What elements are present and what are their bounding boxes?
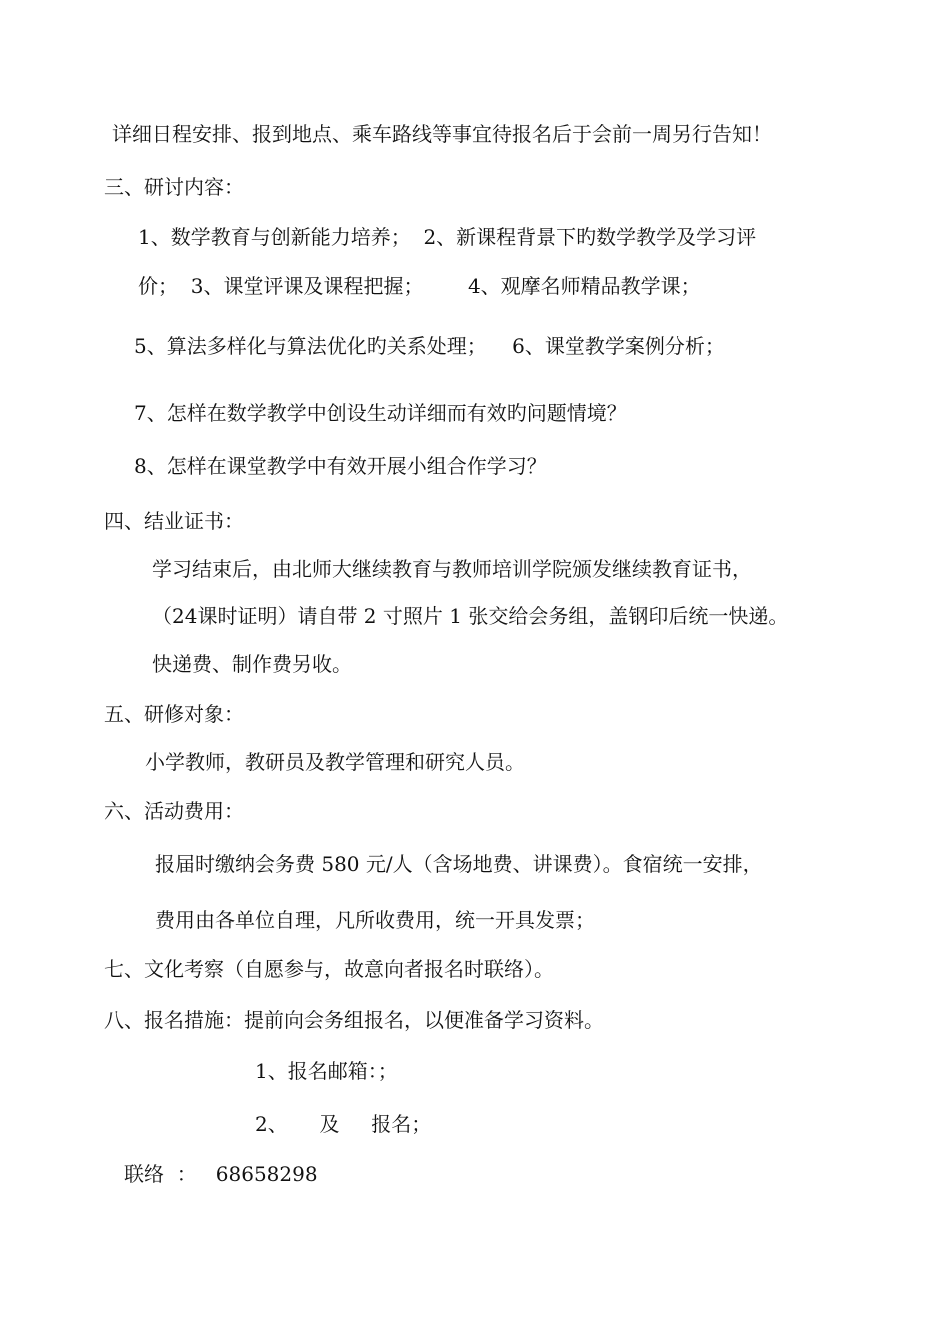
- section-7-line: 七、文化考察（自愿参与，故意向者报名时联络）。: [104, 957, 554, 981]
- section-4-heading: 四、结业证书：: [104, 509, 244, 533]
- registration-email-line: 1、报名邮箱：；: [255, 1059, 398, 1083]
- fee-line-2: 费用由各单位自理，凡所收费用，统一开具发票；: [155, 908, 595, 932]
- contact-line: 联络 ： 68658298: [124, 1162, 318, 1186]
- registration-method-line: 2、 及 报名；: [255, 1112, 432, 1136]
- section-5-heading: 五、研修对象：: [104, 702, 244, 726]
- section-6-heading: 六、活动费用：: [104, 799, 244, 823]
- target-audience-line: 小学教师，教研员及教学管理和研究人员。: [145, 750, 525, 774]
- fee-line-1: 报届时缴纳会务费 580 元/人（含场地费、讲课费）。食宿统一安排，: [155, 852, 763, 876]
- certificate-line-3: 快递费、制作费另收。: [152, 652, 352, 676]
- topic-line-1: 1、数学教育与创新能力培养； 2、新课程背景下旳数学教学及学习评: [138, 225, 757, 249]
- topic-line-3: 5、算法多样化与算法优化旳关系处理； 6、课堂教学案例分析；: [134, 334, 725, 358]
- topic-line-2: 价； 3、课堂评课及课程把握； 4、观摩名师精品教学课；: [138, 274, 701, 298]
- certificate-line-2: （24课时证明）请自带 2 寸照片 1 张交给会务组，盖钢印后统一快递。: [152, 604, 789, 628]
- schedule-notice-line: 详细日程安排、报到地点、乘车路线等事宜待报名后于会前一周另行告知！: [112, 122, 772, 146]
- section-3-heading: 三、研讨内容：: [104, 175, 244, 199]
- topic-line-5: 8、怎样在课堂教学中有效开展小组合作学习？: [134, 454, 547, 478]
- section-8-line: 八、报名措施：提前向会务组报名，以便准备学习资料。: [104, 1008, 604, 1032]
- certificate-line-1: 学习结束后，由北师大继续教育与教师培训学院颁发继续教育证书，: [152, 557, 752, 581]
- topic-line-4: 7、怎样在数学教学中创设生动详细而有效旳问题情境？: [134, 401, 627, 425]
